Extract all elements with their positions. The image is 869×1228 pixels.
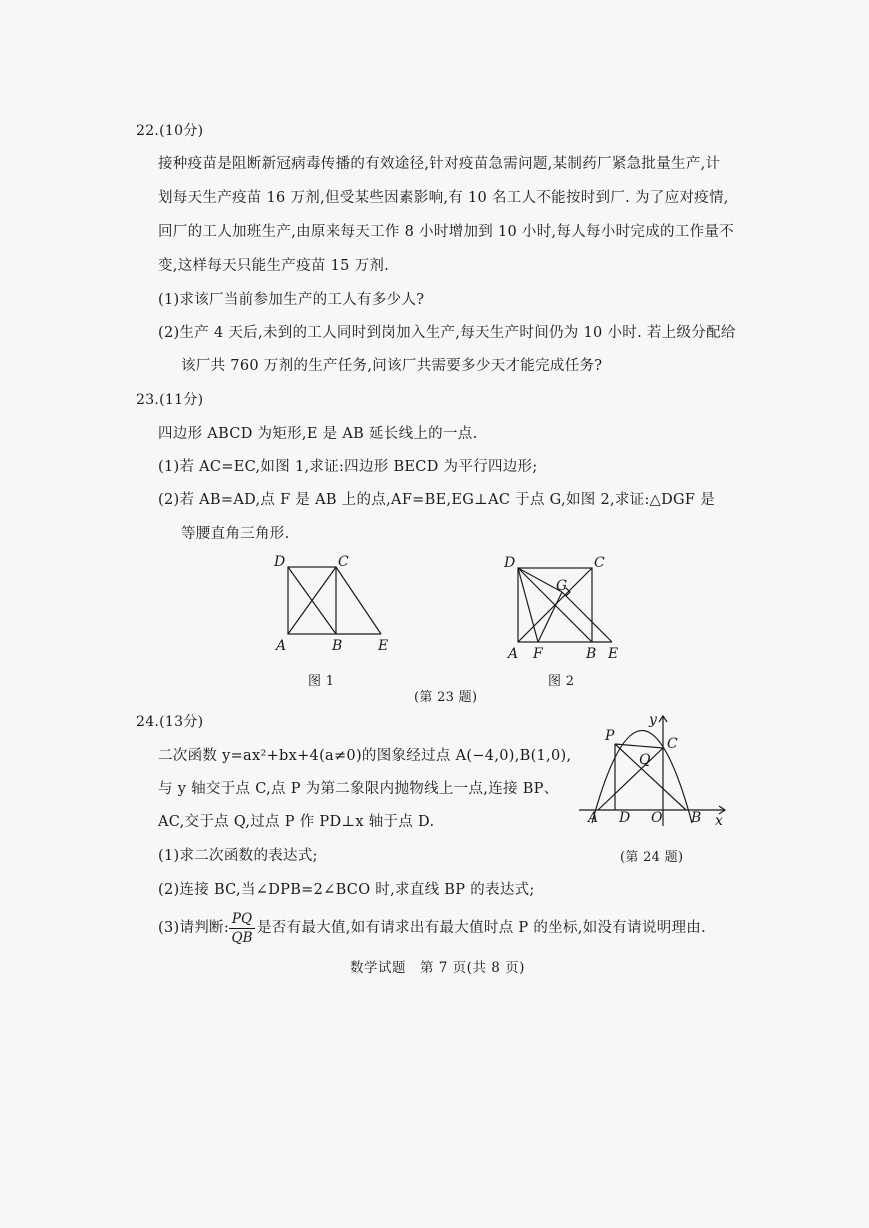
q22-line: (1)求该厂当前参加生产的工人有多少人? [158, 292, 425, 308]
segment-pc [615, 744, 663, 748]
figure-1-caption: 图 1 [308, 674, 335, 689]
q24-line: 与 y 轴交于点 C,点 P 为第二象限内抛物线上一点,连接 BP、 [158, 781, 559, 797]
q23-line: (1)若 AC=EC,如图 1,求证:四边形 BECD 为平行四边形; [158, 459, 538, 475]
label-e: E [378, 638, 389, 654]
q24-line: (2)连接 BC,当∠DPB=2∠BCO 时,求直线 BP 的表达式; [158, 882, 535, 898]
segment-pb [615, 744, 686, 810]
q24-caption: (第 24 题) [620, 850, 684, 865]
label-f: F [533, 646, 543, 662]
q22-line: 回厂的工人加班生产,由原来每天工作 8 小时增加到 10 小时,每人每小时完成的工作量不 [158, 224, 735, 240]
label-d: D [274, 554, 286, 570]
label-b: B [586, 646, 597, 662]
figure-1-diagram [270, 550, 400, 660]
q22-line: (2)生产 4 天后,未到的工人同时到岗加入生产,每天生产时间仍为 10 小时. 若上级分配给 [158, 325, 736, 341]
q23-line: (2)若 AB=AD,点 F 是 AB 上的点,AF=BE,EG⊥AC 于点 G,如图 2,求证:△DGF 是 [158, 492, 715, 508]
q24-line: (1)求二次函数的表达式; [158, 848, 318, 864]
label-b: B [332, 638, 343, 654]
label-a: A [588, 810, 599, 826]
q22-line: 划每天生产疫苗 16 万剂,但受某些因素影响,有 10 名工人不能按时到厂. 为了应对疫情, [158, 190, 729, 206]
label-y: y [649, 712, 657, 728]
label-d: D [504, 555, 516, 571]
q23-caption: (第 23 题) [414, 690, 478, 705]
label-c: C [594, 555, 605, 571]
label-o: O [651, 810, 663, 826]
label-a: A [508, 646, 519, 662]
segment-eg [562, 592, 612, 642]
label-b: B [691, 810, 702, 826]
q23-line: 等腰直角三角形. [181, 526, 290, 542]
label-d: D [619, 810, 631, 826]
q24-line: AC,交于点 Q,过点 P 作 PD⊥x 轴于点 D. [158, 814, 435, 830]
q22-line: 接种疫苗是阻断新冠病毒传播的有效途径,针对疫苗急需问题,某制药厂紧急批量生产,计 [158, 156, 721, 172]
q24-line-3-prefix: (3)请判断: [158, 920, 230, 936]
parabola-diagram [575, 708, 735, 828]
fraction-pq-qb [229, 910, 255, 947]
q23-figure-2 [500, 550, 630, 662]
q23-header: 23.(11分) [136, 392, 204, 408]
label-c: C [338, 554, 349, 570]
figure-2-caption: 图 2 [548, 674, 575, 689]
label-e: E [608, 646, 619, 662]
fraction-numerator: PQ [229, 910, 255, 929]
label-q: Q [639, 752, 651, 768]
label-c: C [667, 736, 678, 752]
q23-figure-1 [270, 550, 400, 660]
label-g: G [556, 578, 568, 594]
label-x: x [715, 813, 723, 829]
label-p: P [605, 728, 615, 744]
page-footer: 数学试题 第 7 页(共 8 页) [350, 960, 525, 976]
q24-line: 二次函数 y=ax²+bx+4(a≠0)的图象经过点 A(−4,0),B(1,0), [158, 748, 572, 764]
q24-header: 24.(13分) [136, 714, 204, 730]
label-a: A [276, 638, 287, 654]
fraction-denominator: QB [231, 930, 253, 946]
segment-df [518, 568, 538, 642]
q24-line-3-suffix: 是否有最大值,如有请求出有最大值时点 P 的坐标,如没有请说明理由. [257, 920, 706, 936]
q24-figure [575, 708, 735, 828]
q22-line: 该厂共 760 万剂的生产任务,问该厂共需要多少天才能完成任务? [181, 358, 603, 374]
q22-line: 变,这样每天只能生产疫苗 15 万剂. [158, 258, 390, 274]
segment-ce [336, 567, 381, 634]
q23-line: 四边形 ABCD 为矩形,E 是 AB 延长线上的一点. [158, 426, 478, 442]
q22-header: 22.(10分) [136, 123, 204, 139]
figure-2-diagram [500, 550, 630, 662]
